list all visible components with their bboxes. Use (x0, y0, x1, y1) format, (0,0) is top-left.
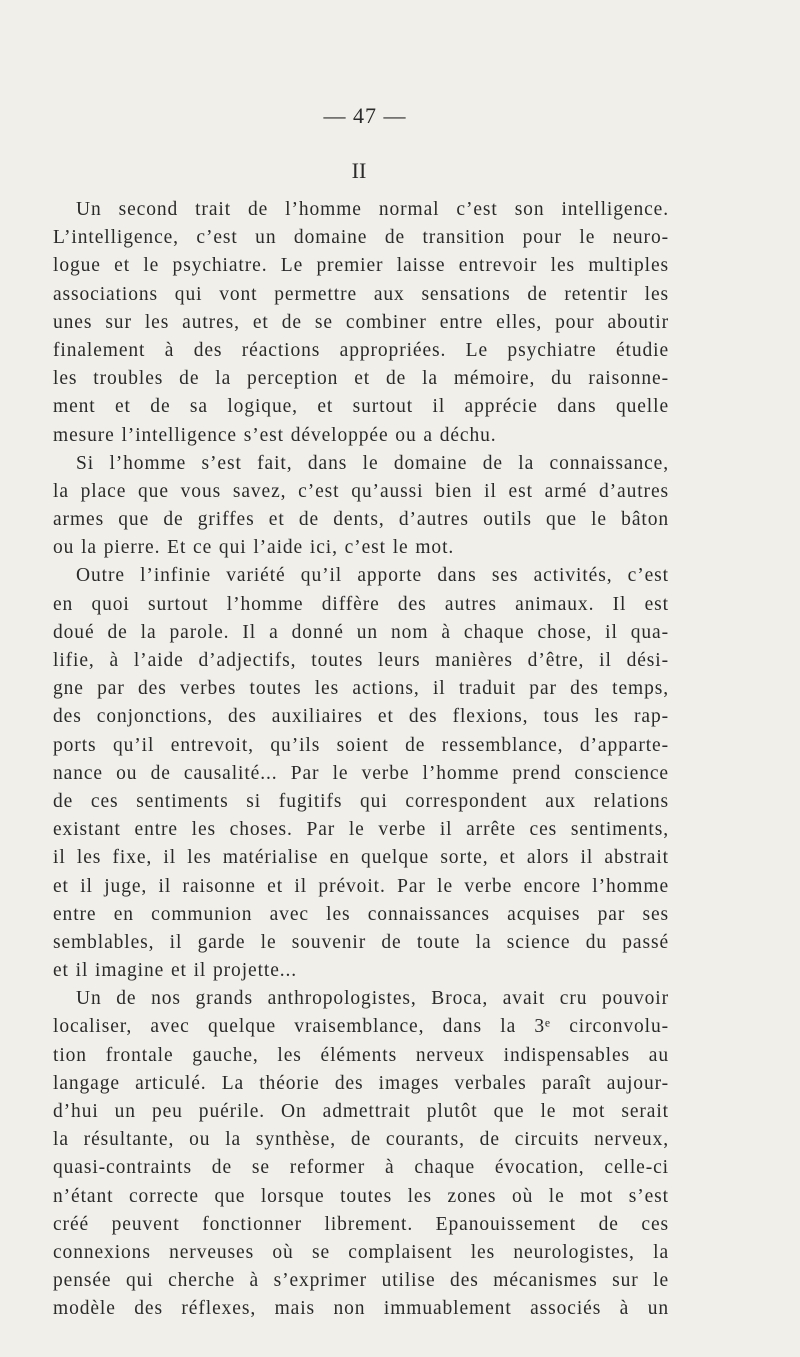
page-number: — 47 — (323, 103, 407, 128)
text-line: semblables, il garde le souvenir de toute la science du passé (53, 931, 669, 953)
text-line: unes sur les autres, et de se combiner entre elles, pour aboutir (53, 311, 669, 333)
text-line: quasi-contraints de se reformer à chaque évocation, celle-ci (53, 1157, 669, 1179)
text-line: armes que de griffes et de dents, d’autres outils que le bâton (53, 509, 669, 531)
text-line: en quoi surtout l’homme diffère des autres animaux. Il est (53, 593, 669, 615)
text-line: mesure l’intelligence s’est développée ou a déchu. (53, 424, 497, 446)
text-line: n’étant correcte que lorsque toutes les zones où le mot s’est (53, 1185, 669, 1207)
text-line: la place que vous savez, c’est qu’aussi bien il est armé d’autres (53, 480, 669, 502)
text-line: Outre l’infinie variété qu’il apporte dans ses activités, c’est (76, 565, 669, 587)
text-line: Un second trait de l’homme normal c’est son intelligence. (76, 199, 669, 220)
body-text (53, 196, 669, 1324)
text-line: entre en communion avec les connaissances acquises par ses (53, 903, 669, 925)
text-line: tion frontale gauche, les éléments nerveux indispensables au (53, 1044, 669, 1066)
text-line: doué de la parole. Il a donné un nom à chaque chose, il qua- (53, 621, 669, 643)
section-numeral: II (351, 158, 367, 183)
text-line: pensée qui cherche à s’exprimer utilise des mécanismes sur le (53, 1270, 669, 1292)
text-line: et il imagine et il projette... (53, 960, 298, 982)
text-line: et il juge, il raisonne et il prévoit. Par le verbe encore l’homme (53, 875, 669, 897)
text-line: ment et de sa logique, et surtout il apprécie dans quelle (53, 396, 669, 418)
text-line: localiser, avec quelque vraisemblance, dans la 3ᵉ circonvolu- (53, 1016, 669, 1038)
text-line: existant entre les choses. Par le verbe il arrête ces sentiments, (53, 819, 669, 841)
text-line: lifie, à l’aide d’adjectifs, toutes leurs manières d’être, il dési- (53, 650, 669, 671)
text-line: logue et le psychiatre. Le premier laisse entrevoir les multiples (53, 255, 669, 277)
text-line: L’intelligence, c’est un domaine de transition pour le neuro- (53, 227, 669, 249)
text-line: associations qui vont permettre aux sensations de retentir les (53, 283, 669, 305)
text-line: finalement à des réactions appropriées. Le psychiatre étudie (53, 339, 669, 361)
text-line: les troubles de la perception et de la mémoire, du raisonne- (53, 368, 669, 390)
text-line: Si l’homme s’est fait, dans le domaine de la connaissance, (76, 452, 669, 474)
text-line: d’hui un peu puérile. On admettrait plutôt que le mot serait (53, 1101, 669, 1122)
text-line: il les fixe, il les matérialise en quelque sorte, et alors il abstrait (53, 847, 669, 869)
text-line: créé peuvent fonctionner librement. Epanouissement de ces (53, 1213, 669, 1235)
text-line: la résultante, ou la synthèse, de courants, de circuits nerveux, (53, 1129, 669, 1151)
text-line: langage articulé. La théorie des images verbales paraît aujour- (53, 1072, 669, 1094)
text-line: nance ou de causalité... Par le verbe l’homme prend conscience (53, 762, 669, 784)
text-line: modèle des réflexes, mais non immuablement associés à un (53, 1298, 669, 1320)
text-line: des conjonctions, des auxiliaires et des flexions, tous les rap- (53, 706, 669, 728)
text-line: connexions nerveuses où se complaisent les neurologistes, la (53, 1241, 669, 1263)
text-line: Un de nos grands anthropologistes, Broca, avait cru pouvoir (76, 988, 669, 1010)
text-line: gne par des verbes toutes les actions, il traduit par des temps, (53, 678, 669, 700)
text-line: de ces sentiments si fugitifs qui correspondent aux relations (53, 790, 669, 812)
text-line: ports qu’il entrevoit, qu’ils soient de ressemblance, d’apparte- (53, 734, 669, 756)
text-line: ou la pierre. Et ce qui l’aide ici, c’est le mot. (53, 537, 455, 559)
